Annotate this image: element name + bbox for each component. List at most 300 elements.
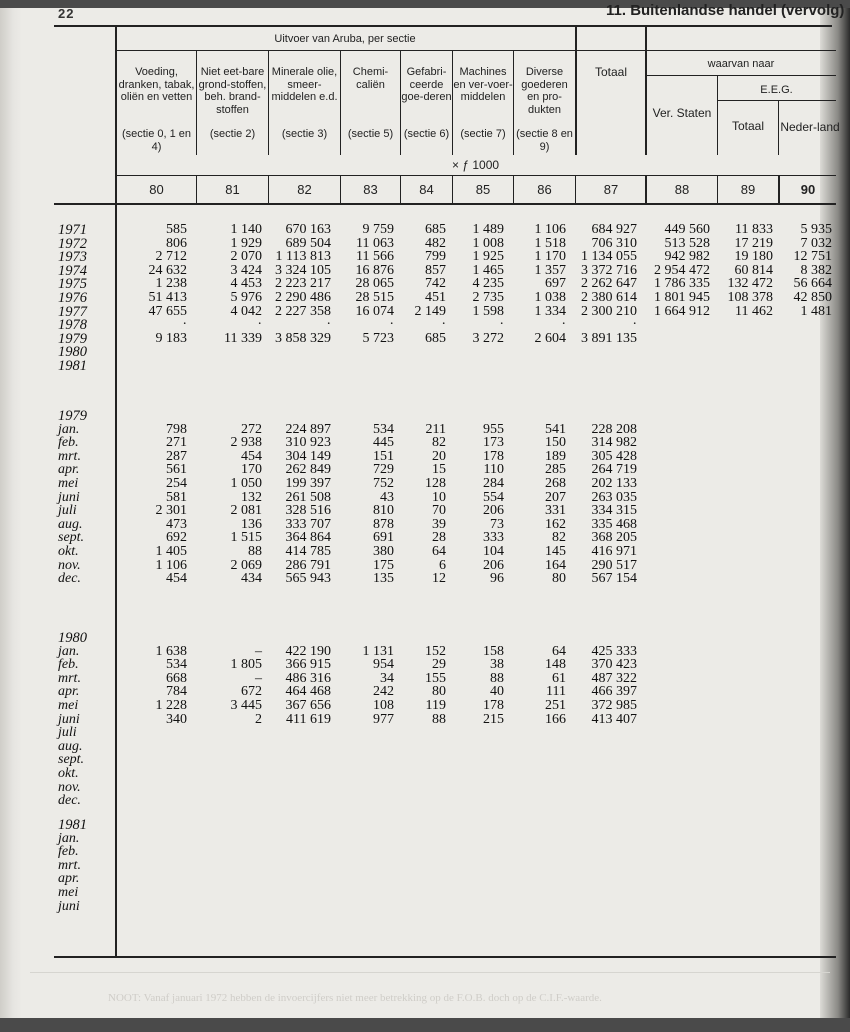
table-cell: 60 814 bbox=[734, 262, 773, 278]
table-cell: 242 bbox=[373, 684, 394, 700]
table-cell: 534 bbox=[166, 657, 187, 673]
row-label: juli bbox=[58, 725, 77, 741]
row-label: feb. bbox=[58, 657, 79, 673]
row-label: jan. bbox=[58, 830, 80, 846]
table-cell: 3 324 105 bbox=[275, 262, 331, 278]
table-cell: 689 504 bbox=[285, 235, 331, 251]
row-label: okt. bbox=[58, 766, 79, 781]
col-89-title: Totaal bbox=[731, 119, 765, 133]
table-cell: 151 bbox=[373, 448, 394, 464]
col-divider-10 bbox=[778, 100, 779, 155]
table-cell: 173 bbox=[483, 435, 504, 451]
table-cell: 451 bbox=[425, 290, 446, 305]
table-cell: 211 bbox=[425, 421, 446, 437]
table-cell: 513 528 bbox=[664, 235, 710, 251]
table-cell: 7 032 bbox=[800, 235, 832, 251]
table-cell: – bbox=[255, 643, 262, 659]
table-bottom-rule bbox=[54, 956, 836, 958]
row-label: mrt. bbox=[58, 857, 81, 873]
table-cell: 16 876 bbox=[355, 262, 394, 278]
table-cell: 2 069 bbox=[230, 557, 262, 573]
col-number: 86 bbox=[537, 182, 552, 197]
table-cell: 1 929 bbox=[230, 235, 262, 251]
page-number: 22 bbox=[58, 6, 75, 21]
table-cell: 1 598 bbox=[472, 303, 504, 319]
table-cell: 672 bbox=[241, 684, 262, 700]
table-cell: 264 719 bbox=[591, 462, 637, 478]
table-cell: 411 619 bbox=[286, 711, 331, 727]
col-83-sectie: (sectie 5) bbox=[347, 128, 394, 140]
table-cell: 9 759 bbox=[362, 222, 394, 237]
table-cell: 189 bbox=[545, 448, 566, 464]
waarvan-naar-label: waarvan naar bbox=[707, 58, 775, 70]
table-cell: 1 134 055 bbox=[581, 249, 637, 265]
table-cell: 135 bbox=[373, 571, 394, 587]
table-cell: 1 106 bbox=[155, 557, 187, 573]
col-90-title: Neder-land bbox=[780, 120, 840, 134]
col-number: 89 bbox=[740, 182, 756, 197]
table-cell: 170 bbox=[241, 462, 262, 478]
table-cell: 3 372 716 bbox=[581, 262, 637, 278]
table-cell: 202 133 bbox=[591, 476, 637, 491]
row-label: 1980 bbox=[58, 344, 87, 361]
table-cell: 454 bbox=[166, 571, 187, 587]
table-cell: 1 113 813 bbox=[275, 249, 331, 265]
table-cell: 11 063 bbox=[356, 235, 394, 251]
table-cell: 482 bbox=[425, 235, 446, 251]
table-cell: 43 bbox=[380, 489, 394, 505]
table-cell: 206 bbox=[483, 557, 504, 573]
binding-shadow bbox=[820, 8, 850, 1032]
faint-rule bbox=[30, 972, 830, 973]
running-title: 11. Buitenlandse handel (vervolg) bbox=[606, 2, 845, 19]
scan-bottom-border bbox=[0, 1018, 850, 1032]
table-cell: 1 805 bbox=[230, 657, 262, 673]
table-cell: 2 290 486 bbox=[275, 290, 331, 305]
table-cell: 304 149 bbox=[285, 448, 331, 464]
table-cell: 581 bbox=[166, 489, 187, 505]
col-87-title: Totaal bbox=[594, 65, 628, 79]
table-cell: 11 462 bbox=[735, 303, 773, 319]
table-cell: 4 042 bbox=[230, 303, 262, 319]
table-cell: 1 357 bbox=[534, 262, 566, 278]
table-cell: 445 bbox=[373, 435, 394, 451]
table-cell: 310 923 bbox=[285, 435, 331, 451]
table-cell: 108 bbox=[373, 698, 394, 713]
table-cell: 742 bbox=[425, 276, 446, 292]
table-cell: 12 751 bbox=[793, 249, 832, 265]
table-cell: 2 bbox=[255, 711, 262, 727]
row-label: jan. bbox=[58, 643, 80, 659]
table-cell: 132 bbox=[241, 489, 262, 505]
table-cell: 328 516 bbox=[285, 503, 331, 519]
table-cell: 155 bbox=[425, 670, 446, 686]
table-cell: 61 bbox=[552, 670, 566, 686]
table-cell: 954 bbox=[373, 657, 394, 673]
row-label: 1981 bbox=[58, 817, 87, 833]
table-cell: 434 bbox=[241, 571, 262, 587]
table-cell: 132 472 bbox=[727, 276, 773, 292]
row-label: sept. bbox=[58, 530, 85, 546]
table-cell: 64 bbox=[432, 544, 446, 559]
table-cell: 857 bbox=[425, 262, 446, 278]
table-cell: 64 bbox=[552, 643, 566, 659]
col-80-title: Voeding, dranken, tabak, oliën en vetten bbox=[118, 66, 195, 103]
table-cell: 1 515 bbox=[230, 530, 262, 546]
table-cell: 10 bbox=[432, 489, 446, 505]
table-cell: 82 bbox=[552, 530, 566, 546]
table-cell: 314 982 bbox=[591, 435, 637, 451]
row-label: juni bbox=[58, 898, 80, 914]
row-label: okt. bbox=[58, 544, 79, 559]
col-number: 90 bbox=[800, 182, 816, 197]
table-cell: 567 154 bbox=[591, 571, 637, 587]
table-cell: 254 bbox=[166, 476, 187, 491]
table-cell: 287 bbox=[166, 448, 187, 464]
waarvan-rule bbox=[646, 75, 836, 76]
table-cell: 11 833 bbox=[735, 222, 773, 237]
table-cell: 16 074 bbox=[355, 303, 394, 319]
table-cell: 148 bbox=[545, 657, 566, 673]
table-cell: 111 bbox=[546, 684, 566, 700]
table-cell: 261 508 bbox=[285, 489, 331, 505]
table-cell: 1 008 bbox=[472, 235, 504, 251]
row-label: dec. bbox=[58, 571, 81, 587]
row-label: dec. bbox=[58, 793, 81, 809]
row-label: mei bbox=[58, 698, 79, 713]
table-cell: 47 655 bbox=[148, 303, 187, 319]
table-cell: 3 891 135 bbox=[581, 330, 637, 346]
table-cell: 5 935 bbox=[800, 222, 832, 237]
table-cell: 416 971 bbox=[591, 544, 637, 559]
table-cell: 158 bbox=[483, 643, 504, 659]
col-82-title: Minerale olie, smeer-middelen e.d. bbox=[271, 66, 338, 103]
row-label: mei bbox=[58, 885, 79, 900]
table-cell: 6 bbox=[439, 557, 446, 573]
table-cell: 4 235 bbox=[472, 276, 504, 292]
table-cell: 368 205 bbox=[591, 530, 637, 546]
row-label: aug. bbox=[58, 738, 83, 754]
table-cell: 1 925 bbox=[472, 249, 504, 265]
table-cell: 5 723 bbox=[362, 330, 394, 346]
row-label: juli bbox=[58, 503, 77, 519]
table-cell: · bbox=[561, 317, 566, 333]
col-85-title: Machines en ver-voer-middelen bbox=[453, 66, 513, 103]
table-cell: 11 566 bbox=[356, 249, 394, 265]
row-label: 1979 bbox=[58, 408, 87, 424]
col-number: 85 bbox=[475, 182, 491, 197]
table-cell: 206 bbox=[483, 503, 504, 519]
colno-divider bbox=[575, 175, 576, 203]
table-cell: 977 bbox=[373, 711, 394, 727]
table-cell: 38 bbox=[490, 657, 504, 673]
table-cell: 2 227 358 bbox=[275, 303, 331, 319]
col-number: 83 bbox=[363, 182, 378, 197]
table-cell: 104 bbox=[483, 544, 504, 559]
row-label: 1980 bbox=[58, 630, 87, 646]
table-cell: 697 bbox=[545, 276, 566, 292]
table-top-rule bbox=[54, 25, 832, 27]
table-cell: 4 453 bbox=[230, 276, 262, 292]
table-cell: 1 131 bbox=[362, 643, 394, 659]
table-cell: 284 bbox=[483, 476, 504, 491]
table-cell: 810 bbox=[373, 503, 394, 519]
table-cell: 370 423 bbox=[591, 657, 637, 673]
table-cell: 1 228 bbox=[155, 698, 187, 713]
table-cell: 464 468 bbox=[285, 684, 331, 700]
table-cell: · bbox=[257, 317, 262, 333]
table-cell: 20 bbox=[432, 448, 446, 464]
table-cell: 333 707 bbox=[285, 516, 331, 532]
col-84-sectie: (sectie 6) bbox=[403, 128, 450, 140]
row-label: apr. bbox=[58, 684, 80, 700]
row-label: 1974 bbox=[58, 262, 87, 279]
col-number: 87 bbox=[603, 182, 619, 197]
table-cell: 565 943 bbox=[285, 571, 331, 587]
eeg-rule bbox=[717, 100, 836, 101]
table-cell: 668 bbox=[166, 670, 187, 686]
table-cell: 251 bbox=[545, 698, 566, 713]
page-edge-shadow bbox=[0, 8, 22, 1020]
footnote-bleedthrough: NOOT: Vanaf januari 1972 hebben de invoercijfers niet meer betrekking op de F.O.B. doch op de C.I.F.-waarde. bbox=[108, 992, 602, 1004]
row-label: aug. bbox=[58, 516, 83, 532]
table-cell: 685 bbox=[425, 222, 446, 237]
row-label: sept. bbox=[58, 752, 85, 768]
table-cell: 128 bbox=[425, 476, 446, 491]
row-label: 1971 bbox=[58, 222, 87, 238]
table-cell: 1 786 335 bbox=[654, 276, 710, 292]
table-cell: 1 638 bbox=[155, 643, 187, 659]
table-cell: 268 bbox=[545, 476, 566, 491]
table-cell: 2 712 bbox=[155, 249, 187, 265]
unit-label: × ƒ 1000 bbox=[452, 158, 500, 172]
table-cell: 2 300 210 bbox=[581, 303, 637, 319]
table-cell: 486 316 bbox=[285, 670, 331, 686]
table-cell: 784 bbox=[166, 684, 187, 700]
table-cell: 3 424 bbox=[230, 262, 262, 278]
table-cell: 333 bbox=[483, 530, 504, 546]
table-cell: 272 bbox=[241, 421, 262, 437]
table-cell: · bbox=[182, 317, 187, 333]
group-title-rule bbox=[115, 50, 645, 51]
table-cell: 305 428 bbox=[591, 448, 637, 464]
table-cell: 5 976 bbox=[230, 290, 262, 305]
table-cell: · bbox=[441, 317, 446, 333]
row-label: 1973 bbox=[58, 249, 87, 266]
table-cell: 224 897 bbox=[285, 421, 331, 437]
table-cell: 29 bbox=[432, 657, 446, 673]
table-cell: 24 632 bbox=[148, 262, 187, 278]
table-cell: 425 333 bbox=[591, 643, 637, 659]
col-divider-7 bbox=[575, 25, 577, 155]
table-cell: 2 301 bbox=[155, 503, 187, 519]
table-cell: 19 180 bbox=[734, 249, 773, 265]
table-cell: 466 397 bbox=[591, 684, 637, 700]
table-cell: · bbox=[499, 317, 504, 333]
table-cell: 80 bbox=[432, 684, 446, 700]
table-cell: 691 bbox=[373, 530, 394, 546]
table-cell: 88 bbox=[432, 711, 446, 727]
table-cell: 364 864 bbox=[285, 530, 331, 546]
table-cell: 1 405 bbox=[155, 544, 187, 559]
row-label: 1978 bbox=[58, 317, 87, 334]
table-cell: 199 397 bbox=[285, 476, 331, 491]
table-cell: 1 106 bbox=[534, 222, 566, 237]
row-label: feb. bbox=[58, 435, 79, 451]
table-cell: 28 065 bbox=[355, 276, 394, 292]
table-cell: 11 339 bbox=[224, 330, 262, 346]
table-cell: 207 bbox=[545, 489, 566, 505]
table-cell: 271 bbox=[166, 435, 187, 451]
row-label: 1975 bbox=[58, 276, 87, 293]
table-cell: 1 334 bbox=[534, 303, 566, 319]
table-cell: 263 035 bbox=[591, 489, 637, 505]
table-cell: 955 bbox=[483, 421, 504, 437]
table-cell: 17 219 bbox=[734, 235, 773, 251]
table-cell: 2 223 217 bbox=[275, 276, 331, 292]
col-divider-8 bbox=[645, 25, 647, 155]
table-cell: – bbox=[255, 670, 262, 686]
table-cell: 454 bbox=[241, 448, 262, 464]
table-cell: 380 bbox=[373, 544, 394, 559]
table-cell: 706 310 bbox=[591, 235, 637, 251]
table-cell: 561 bbox=[166, 462, 187, 478]
col-80-sectie: (sectie 0, 1 en 4) bbox=[121, 128, 192, 153]
table-cell: 1 465 bbox=[472, 262, 504, 278]
table-cell: 70 bbox=[432, 503, 446, 519]
table-cell: · bbox=[389, 317, 394, 333]
table-cell: 136 bbox=[241, 516, 262, 532]
table-cell: 806 bbox=[166, 235, 187, 251]
table-cell: 1 481 bbox=[800, 303, 832, 319]
table-cell: 15 bbox=[432, 462, 446, 478]
table-cell: 367 656 bbox=[285, 698, 331, 713]
row-label: mrt. bbox=[58, 448, 81, 464]
table-cell: 366 915 bbox=[285, 657, 331, 673]
table-cell: 3 272 bbox=[472, 330, 504, 346]
table-cell: 82 bbox=[432, 435, 446, 451]
table-cell: 1 238 bbox=[155, 276, 187, 292]
header-bottom-rule bbox=[54, 203, 836, 205]
table-cell: 262 849 bbox=[285, 462, 331, 478]
table-cell: 178 bbox=[483, 448, 504, 464]
table-cell: 51 413 bbox=[148, 290, 187, 305]
row-label: apr. bbox=[58, 462, 80, 478]
row-label: 1972 bbox=[58, 235, 87, 252]
col-number: 84 bbox=[419, 182, 434, 197]
table-cell: 684 927 bbox=[591, 222, 637, 237]
table-cell: 331 bbox=[545, 503, 566, 519]
table-cell: 150 bbox=[545, 435, 566, 451]
table-cell: 685 bbox=[425, 330, 446, 346]
table-cell: 285 bbox=[545, 462, 566, 478]
table-cell: 334 315 bbox=[591, 503, 637, 519]
table-cell: 340 bbox=[166, 711, 187, 727]
col-84-title: Gefabri-ceerde goe-deren bbox=[401, 66, 452, 103]
table-cell: 178 bbox=[483, 698, 504, 713]
row-label: mei bbox=[58, 476, 79, 491]
table-cell: 228 208 bbox=[591, 421, 637, 437]
table-cell: 422 190 bbox=[285, 643, 331, 659]
colno-top-rule bbox=[115, 175, 836, 176]
table-cell: 12 bbox=[432, 571, 446, 587]
table-cell: 40 bbox=[490, 684, 504, 700]
table-cell: 80 bbox=[552, 571, 566, 587]
col-82-sectie: (sectie 3) bbox=[281, 128, 328, 140]
row-label: jan. bbox=[58, 421, 80, 437]
table-cell: 145 bbox=[545, 544, 566, 559]
table-cell: 2 081 bbox=[230, 503, 262, 519]
col-number: 82 bbox=[297, 182, 312, 197]
eeg-label: E.E.G. bbox=[760, 84, 793, 96]
row-label: 1976 bbox=[58, 290, 87, 306]
table-cell: 1 664 912 bbox=[654, 303, 710, 319]
col-86-title: Diverse goederen en pro-dukten bbox=[521, 66, 568, 116]
col-81-sectie: (sectie 2) bbox=[209, 128, 256, 140]
table-cell: 2 380 614 bbox=[581, 290, 637, 305]
table-cell: 290 517 bbox=[591, 557, 637, 573]
table-cell: 2 149 bbox=[414, 303, 446, 319]
table-cell: 215 bbox=[483, 711, 504, 727]
table-cell: 413 407 bbox=[591, 711, 637, 727]
table-cell: 414 785 bbox=[285, 544, 331, 559]
table-cell: 942 982 bbox=[664, 249, 710, 265]
table-cell: 9 183 bbox=[155, 330, 187, 346]
table-cell: 2 070 bbox=[230, 249, 262, 265]
table-cell: 449 560 bbox=[664, 222, 710, 237]
table-cell: 1 801 945 bbox=[654, 290, 710, 305]
table-cell: 28 bbox=[432, 530, 446, 546]
row-label: 1977 bbox=[58, 303, 87, 320]
table-cell: 34 bbox=[380, 670, 394, 686]
table-cell: 3 445 bbox=[230, 698, 262, 713]
row-label: nov. bbox=[58, 557, 81, 573]
table-cell: 3 858 329 bbox=[275, 330, 331, 346]
table-cell: 119 bbox=[425, 698, 446, 713]
table-cell: 1 140 bbox=[230, 222, 262, 237]
col-83-title: Chemi-caliën bbox=[352, 66, 389, 91]
row-label: juni bbox=[58, 489, 80, 505]
table-cell: 8 382 bbox=[800, 262, 832, 278]
table-cell: 878 bbox=[373, 516, 394, 532]
table-cell: 88 bbox=[248, 544, 262, 559]
table-cell: 39 bbox=[432, 516, 446, 532]
table-cell: 175 bbox=[373, 557, 394, 573]
row-label: nov. bbox=[58, 779, 81, 795]
col-86-sectie: (sectie 8 en 9) bbox=[516, 128, 573, 153]
table-cell: 162 bbox=[545, 516, 566, 532]
table-cell: · bbox=[632, 317, 637, 333]
table-cell: 692 bbox=[166, 530, 187, 546]
group-title: Uitvoer van Aruba, per sectie bbox=[274, 33, 416, 45]
table-cell: 73 bbox=[490, 516, 504, 532]
table-cell: · bbox=[326, 317, 331, 333]
table-cell: 286 791 bbox=[285, 557, 331, 573]
col-number: 88 bbox=[674, 182, 690, 197]
table-cell: 1 489 bbox=[472, 222, 504, 237]
table-cell: 799 bbox=[425, 249, 446, 265]
table-cell: 1 038 bbox=[534, 290, 566, 305]
table-cell: 42 850 bbox=[793, 290, 832, 305]
table-cell: 1 170 bbox=[534, 249, 566, 265]
row-label: 1979 bbox=[58, 330, 87, 347]
table-cell: 2 735 bbox=[472, 290, 504, 305]
table-cell: 541 bbox=[545, 421, 566, 437]
table-cell: 56 664 bbox=[793, 276, 832, 292]
table-cell: 1 050 bbox=[230, 476, 262, 491]
table-cell: 585 bbox=[166, 222, 187, 237]
col-85-sectie: (sectie 7) bbox=[460, 128, 506, 140]
